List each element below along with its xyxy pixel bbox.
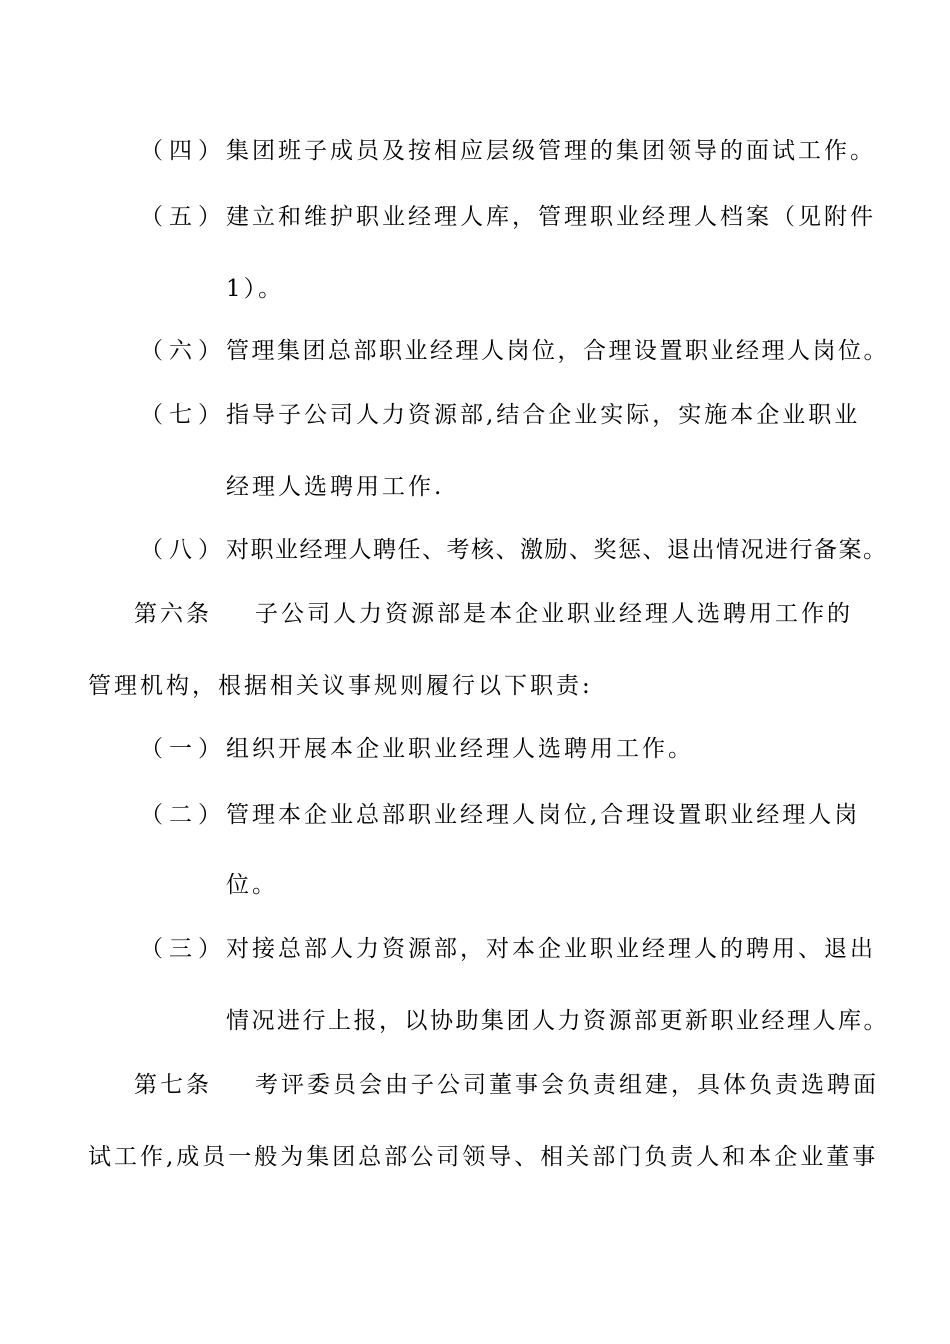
article-text-continued: 管理机构，根据相关议事规则履行以下职责:: [88, 673, 593, 699]
item-text: 指导子公司人力资源部,结合企业实际，实施本企业职业: [226, 402, 861, 428]
item-number: （四）: [140, 138, 227, 164]
item-text: 对职业经理人聘任、考核、激励、奖惩、退出情况进行备案。: [226, 537, 888, 563]
item-text: 对接总部人力资源部，对本企业职业经理人的聘用、退出: [226, 936, 876, 962]
item-number: （二）: [140, 802, 227, 828]
article-label: 第六条: [134, 601, 212, 627]
item-text-continued: 经理人选聘用工作.: [226, 474, 445, 500]
item-text-continued: 位。: [226, 872, 278, 898]
article-text: 考评委员会由子公司董事会负责组建，具体负责选聘面: [255, 1072, 879, 1098]
item-number: （三）: [140, 936, 227, 962]
item-text: 建立和维护职业经理人库，管理职业经理人档案（见附件: [226, 204, 876, 230]
item-text-continued: 情况进行上报，以协助集团人力资源部更新职业经理人库。: [226, 1008, 889, 1034]
item-text: 管理集团总部职业经理人岗位，合理设置职业经理人岗位。: [226, 338, 889, 364]
item-text: 组织开展本企业职业经理人选聘用工作。: [226, 736, 694, 762]
article-label: 第七条: [134, 1072, 212, 1098]
item-number: （七）: [140, 402, 227, 428]
article-text: 子公司人力资源部是本企业职业经理人选聘用工作的: [255, 601, 853, 627]
item-number: （五）: [140, 204, 227, 230]
item-number: （八）: [140, 537, 227, 563]
item-number: （六）: [140, 338, 227, 364]
item-text: 集团班子成员及按相应层级管理的集团领导的面试工作。: [226, 138, 876, 164]
article-text-continued: 试工作,成员一般为集团总部公司领导、相关部门负责人和本企业董事: [88, 1144, 879, 1170]
item-text: 管理本企业总部职业经理人岗位,合理设置职业经理人岗: [226, 802, 861, 828]
item-text-continued: 1）。: [226, 276, 285, 302]
item-number: （一）: [140, 736, 227, 762]
